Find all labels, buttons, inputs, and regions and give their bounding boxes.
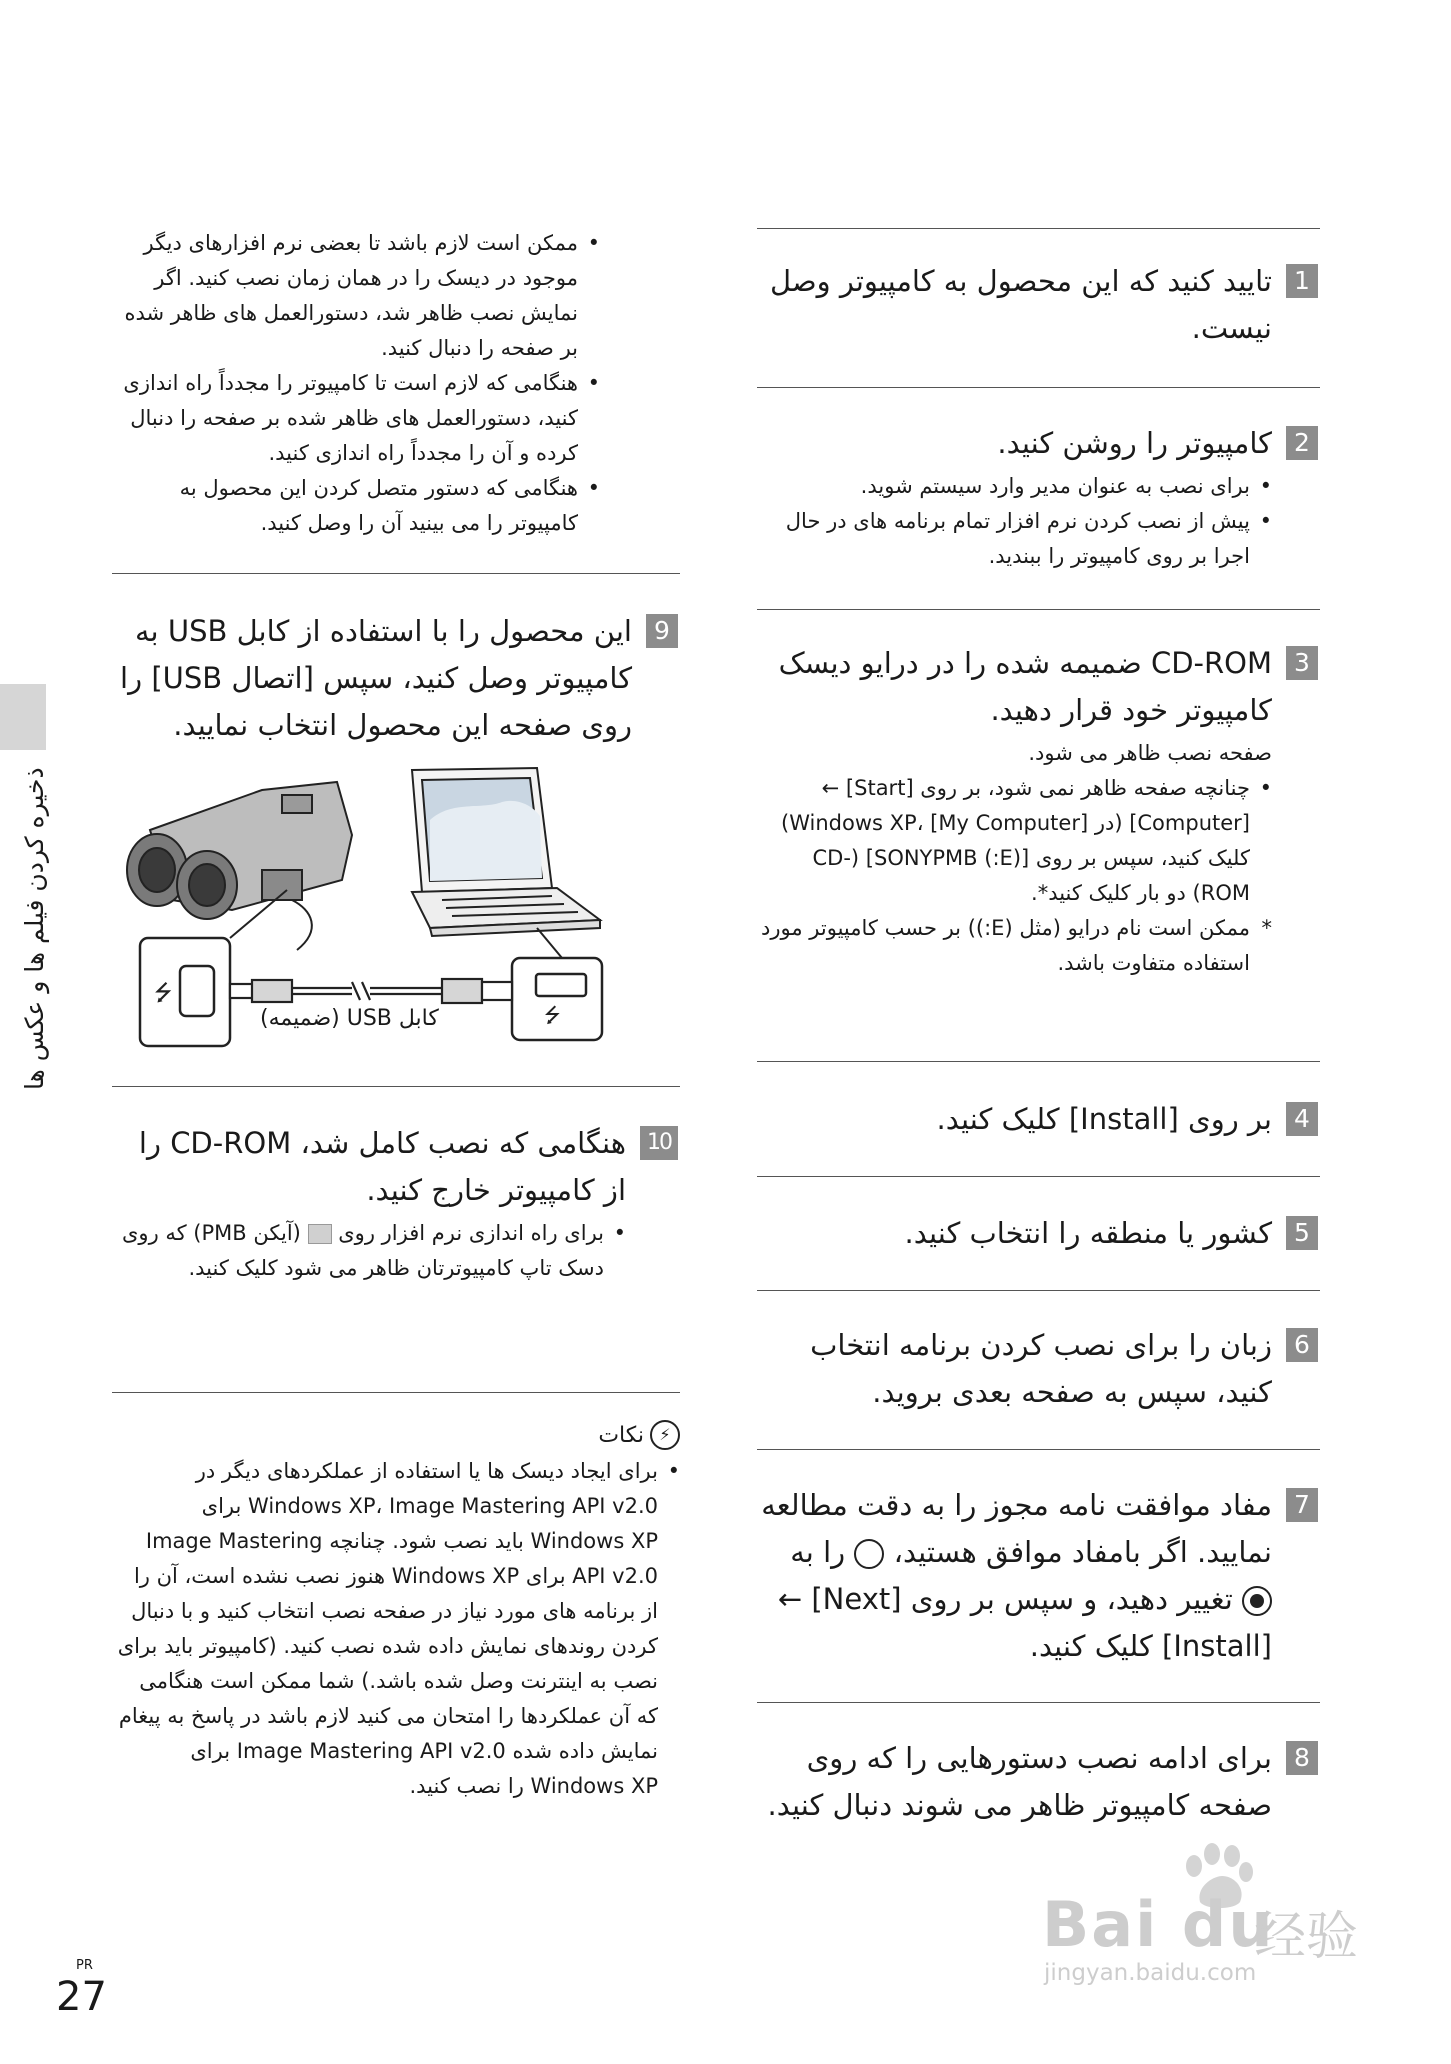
step-3 xyxy=(757,640,1318,981)
svg-text:⭍: ⭍ xyxy=(544,1003,561,1027)
step-7 xyxy=(757,1482,1318,1670)
step-title: تایید کنید که این محصول به کامپیوتر وصل نیست. xyxy=(770,264,1272,345)
step-title: بر روی [Install] کلیک کنید. xyxy=(936,1102,1272,1136)
step-number: 3 xyxy=(1286,646,1318,680)
mini-usb-port-icon xyxy=(180,966,214,1016)
step-title: کامپیوتر را روشن کنید. xyxy=(997,426,1272,460)
tip-icon: ⚡ xyxy=(650,1420,680,1450)
bullet-item xyxy=(112,1216,626,1286)
step-intro: صفحه نصب ظاهر می شود. xyxy=(1028,741,1272,765)
divider xyxy=(757,609,1320,610)
step-title: برای ادامه نصب دستورهایی را که روی صفحه کامپیوتر ظاهر می شوند دنبال کنید. xyxy=(767,1741,1272,1822)
step-number: 9 xyxy=(646,614,678,648)
step-4 xyxy=(757,1096,1318,1143)
side-tab xyxy=(0,684,46,750)
divider xyxy=(112,1086,680,1087)
bullet-item: • ممکن است لازم باشد تا بعضی نرم افزارهای دیگر موجود در دیسک را در همان زمان نصب کنید. اگر نمایش نصب ظاهر شد، دستورالعمل های ظاهر شده بر صفحه را دنبال کنید. xyxy=(112,226,600,366)
laptop-port-callout xyxy=(512,958,602,1040)
step-title: کشور یا منطقه را انتخاب کنید. xyxy=(904,1216,1272,1250)
bullet-item: • برای ایجاد دیسک ها یا استفاده از عملکردهای دیگر در Windows XP، Image Mastering API v2.0 برای Windows XP باید نصب شود. چنانچه Image Mastering API v2.0 برای Windows XP هنوز نصب نشده است، آن را از برنامه های مورد نیاز در صفحه نصب انتخاب کنید و با دنبال کردن روندهای نمایش داده شده نصب کنید. (کامپیوتر باید برای نصب به اینترنت وصل شده باشد.) شما ممکن است هنگامی که آن عملکردها را امتحان می کنید لازم باشد در پاسخ به پیغام نمایش داده شده Image Mastering API v2.0 برای Windows XP را نصب کنید. xyxy=(112,1454,680,1804)
step-number: 10 xyxy=(640,1126,678,1160)
left-top-bullets xyxy=(112,226,600,541)
usb-symbol-icon: ⭍ xyxy=(154,981,173,1006)
watermark-chinese: 经验 xyxy=(1254,1907,1359,1967)
step-number: 7 xyxy=(1286,1488,1318,1522)
step-title: CD-ROM ضمیمه شده را در درایو دیسک کامپیوتر خود قرار دهید. xyxy=(778,646,1272,727)
step-title: این محصول را با استفاده از کابل USB به کامپیوتر وصل کنید، سپس [اتصال USB] را روی صفحه این محصول انتخاب نمایید. xyxy=(120,614,632,742)
divider xyxy=(757,387,1320,388)
pmb-icon xyxy=(308,1224,332,1244)
step-2 xyxy=(757,420,1318,574)
step-number: 1 xyxy=(1286,264,1318,298)
step-title-part: تغییر دهید، و سپس بر روی [Next] ← [Install] کلیک کنید. xyxy=(777,1582,1272,1663)
step-title: زبان را برای نصب کردن برنامه انتخاب کنید، سپس به صفحه بعدی بروید. xyxy=(810,1328,1272,1409)
bullet-item: • هنگامی که دستور متصل کردن این محصول به کامپیوتر را می بینید آن را وصل کنید. xyxy=(112,471,600,541)
usb-port-icon xyxy=(536,974,586,996)
divider xyxy=(757,1176,1320,1177)
step-number: 5 xyxy=(1286,1216,1318,1250)
bullet-item: • برای نصب به عنوان مدیر وارد سیستم شوید. xyxy=(757,469,1272,504)
divider xyxy=(757,1449,1320,1450)
bullet-text: (آیکن PMB) که روی دسک تاپ کامپیوترتان ظاهر می شود کلیک کنید. xyxy=(121,1221,604,1280)
step-title-part: را به xyxy=(790,1535,846,1569)
step-8 xyxy=(757,1735,1318,1829)
bullet-text: برای راه اندازی نرم افزار روی xyxy=(338,1221,604,1245)
baidu-watermark xyxy=(1036,1842,1376,1986)
divider xyxy=(757,1290,1320,1291)
step-5 xyxy=(757,1210,1318,1257)
step-number: 6 xyxy=(1286,1328,1318,1362)
camera-icon xyxy=(127,782,352,950)
step-6 xyxy=(757,1322,1318,1416)
divider xyxy=(757,1702,1320,1703)
radio-on-icon xyxy=(1242,1586,1272,1616)
bullet-item: • پیش از نصب کردن نرم افزار تمام برنامه های در حال اجرا بر روی کامپیوتر را ببندید. xyxy=(757,504,1272,574)
divider xyxy=(112,573,680,574)
step-number: 8 xyxy=(1286,1741,1318,1775)
step-title-part: مفاد موافقت نامه مجوز را به دقت مطالعه نمایید. اگر بامفاد موافق هستید، xyxy=(761,1488,1272,1569)
bullet-item: • چنانچه صفحه ظاهر نمی شود، بر روی [Start] ← [Computer] (در Windows XP، [My Computer]) کلیک کنید، سپس بر روی [(E:) SONYPMB] (CD-ROM) دو بار کلیک کنید*. xyxy=(757,771,1272,911)
page-number: 27 xyxy=(56,1974,107,2020)
laptop-icon xyxy=(412,768,600,936)
watermark-word: Bai du xyxy=(1042,1888,1275,1961)
watermark-url: jingyan.baidu.com xyxy=(1044,1960,1257,1986)
divider xyxy=(757,1061,1320,1062)
usb-cable-icon xyxy=(230,979,512,1003)
cable-caption: کابل USB (ضمیمه) xyxy=(260,1006,439,1031)
step-number: 2 xyxy=(1286,426,1318,460)
notes-section xyxy=(112,1420,680,1804)
step-title xyxy=(757,1482,1272,1670)
step-1 xyxy=(757,258,1318,352)
bullet-item: • هنگامی که لازم است تا کامپیوتر را مجدداً راه اندازی کنید، دستورالعمل های ظاهر شده بر صفحه را دنبال کرده و آن را مجدداً راه اندازی کنید. xyxy=(112,366,600,471)
footnote: * ممکن است نام درایو (مثل (E:)) بر حسب کامپیوتر مورد استفاده متفاوت باشد. xyxy=(757,911,1272,981)
divider xyxy=(757,228,1320,229)
page-lang-code: PR xyxy=(76,1958,93,1973)
step-number: 4 xyxy=(1286,1102,1318,1136)
step-title: هنگامی که نصب کامل شد، CD-ROM را از کامپیوتر خارج کنید. xyxy=(138,1126,626,1207)
radio-off-icon xyxy=(854,1539,884,1569)
step-10 xyxy=(112,1120,678,1286)
divider xyxy=(112,1392,680,1393)
side-label: ذخیره کردن فیلم ها و عکس ها xyxy=(20,767,49,1090)
step-9 xyxy=(112,608,678,749)
notes-title: نکات xyxy=(598,1422,644,1448)
